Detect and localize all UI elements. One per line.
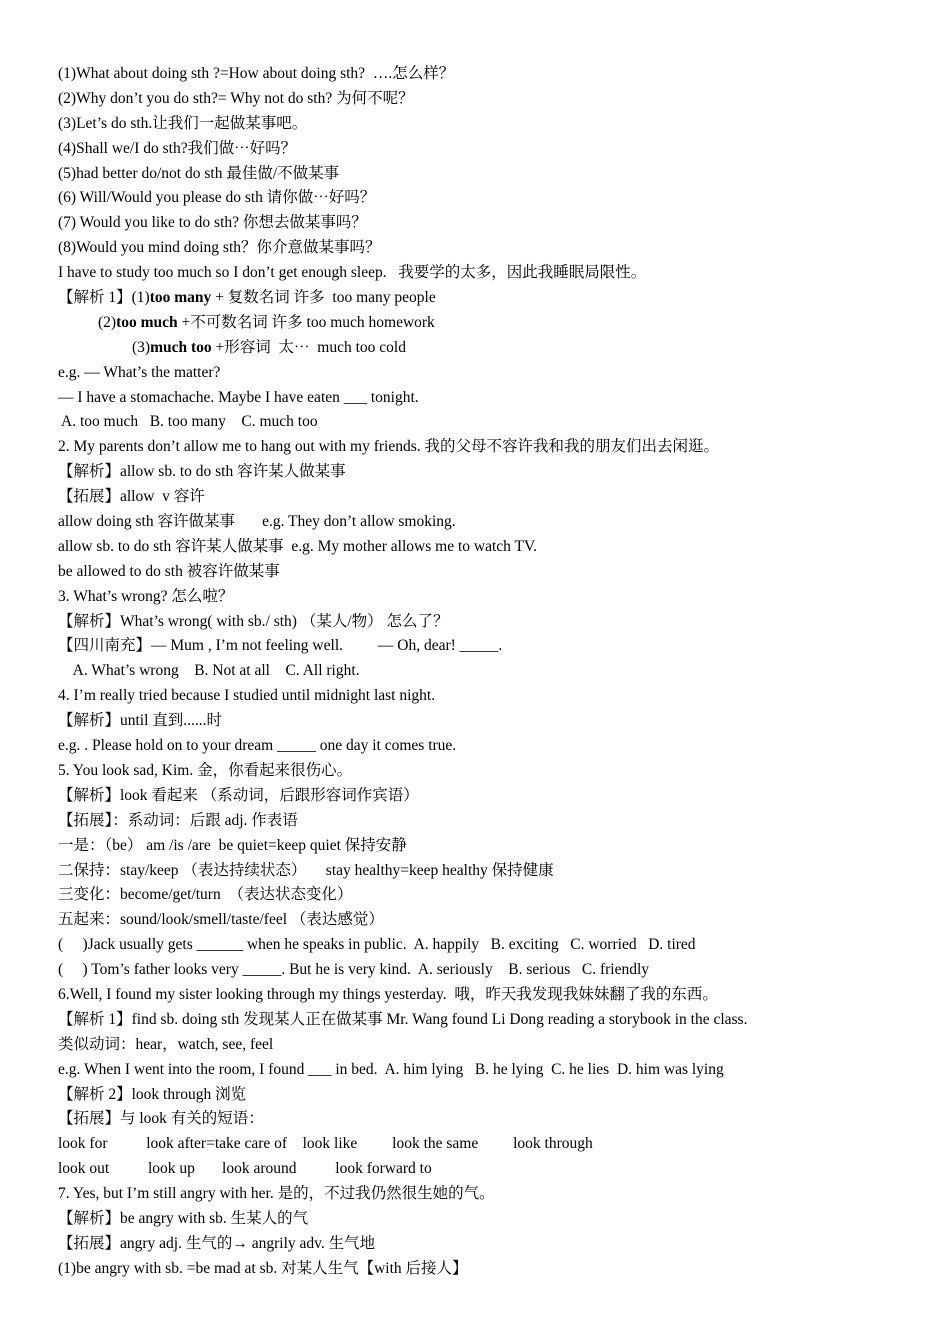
text-line: 4. I’m really tried because I studied until midnight last night. [58, 687, 436, 705]
text-line: 【拓展】与 look 有关的短语： [58, 1110, 264, 1128]
document-page [58, 62, 918, 1282]
analysis-rest: +形容词 太⋯ much too cold [211, 338, 406, 356]
text-line: 2. My parents don’t allow me to hang out with my friends. 我的父母不容许我和我的朋友们出去闲逛。 [58, 438, 719, 456]
text-line: 7. Yes, but I’m still angry with her. 是的，不过我仍然很生她的气。 [58, 1185, 495, 1203]
text-line: (5)had better do/not do sth 最佳做/不做某事 [58, 164, 340, 182]
text-line: 【拓展】allow v 容许 [58, 488, 205, 506]
text-line: 类似动词：hear，watch, see, feel [58, 1035, 274, 1053]
text-line: e.g. . Please hold on to your dream _____ one day it comes true. [58, 737, 457, 755]
text-line: (1)What about doing sth ?=How about doing sth? ….怎么样？ [58, 65, 455, 82]
text-line: 3. What’s wrong? 怎么啦？ [58, 587, 234, 605]
text-line: 【解析 1】find sb. doing sth 发现某人正在做某事 Mr. Wang found Li Dong reading a storybook in the class. [58, 1010, 748, 1028]
bold-phrase: too much [116, 313, 178, 331]
text-line: be allowed to do sth 被容许做某事 [58, 562, 280, 580]
text-line: (7) Would you like to do sth? 你想去做某事吗？ [58, 214, 367, 232]
text-line: 【解析】allow sb. to do sth 容许某人做某事 [58, 463, 346, 481]
text-line: ( )Jack usually gets ______ when he speaks in public. A. happily B. exciting C. worried D. tired [58, 936, 696, 954]
text-line: (1)be angry with sb. =be mad at sb. 对某人生气【with 后接人】 [58, 1259, 468, 1277]
text-line: 【四川南充】— Mum , I’m not feeling well. — Oh, dear! _____. [58, 637, 503, 655]
text-line: 6.Well, I found my sister looking through my things yesterday. 哦，昨天我发现我妹妹翻了我的东西。 [58, 985, 718, 1003]
text-line: e.g. — What’s the matter? [58, 363, 221, 381]
text-line: (2)Why don’t you do sth?= Why not do sth? 为何不呢？ [58, 89, 414, 107]
analysis-prefix: (2) [98, 313, 117, 331]
text-line: e.g. When I went into the room, I found ___ in bed. A. him lying B. he lying C. he lies D. him was lying [58, 1060, 724, 1078]
analysis-line-too-many [58, 286, 918, 311]
text-line: 【解析】look 看起来 （系动词，后跟形容词作宾语） [58, 786, 419, 804]
text-line: 三变化：become/get/turn （表达状态变化） [58, 886, 353, 904]
text-line: 一是：（be） am /is /are be quiet=keep quiet 保持安静 [58, 836, 407, 854]
text-line: 二保持：stay/keep （表达持续状态） stay healthy=keep healthy 保持健康 [58, 861, 554, 879]
text-line: A. What’s wrong B. Not at all C. All right. [58, 662, 360, 680]
text-line: look for look after=take care of look like look the same look through [58, 1135, 593, 1153]
text-line: 五起来：sound/look/smell/taste/feel （表达感觉） [58, 911, 384, 929]
text-line: allow doing sth 容许做某事 e.g. They don’t allow smoking. [58, 513, 456, 531]
analysis-rest: + 复数名词 许多 too many people [211, 289, 436, 307]
text-line: — I have a stomachache. Maybe I have eaten ___ tonight. [58, 388, 419, 406]
analysis-prefix: (3) [132, 338, 151, 356]
text-line: (6) Will/Would you please do sth 请你做⋯好吗？ [58, 189, 376, 207]
text-line: (4)Shall we/I do sth?我们做⋯好吗？ [58, 139, 297, 157]
text-line: 【拓展】：系动词：后跟 adj. 作表语 [58, 811, 298, 829]
text-line: 5. You look sad, Kim. 金，你看起来很伤心。 [58, 761, 353, 779]
text-line: look out look up look around look forward to [58, 1160, 432, 1178]
text-line: (3)Let’s do sth.让我们一起做某事吧。 [58, 114, 308, 132]
analysis-line-much-too [58, 336, 918, 361]
text-line: A. too much B. too many C. much too [58, 413, 318, 431]
text-line: ( ) Tom’s father looks very _____. But he is very kind. A. seriously B. serious C. friendly [58, 961, 650, 979]
text-line: 【解析】until 直到......时 [58, 712, 223, 730]
text-line: (8)Would you mind doing sth？你介意做某事吗？ [58, 239, 381, 257]
text-line: 【解析】What’s wrong( with sb./ sth) （某人/物） 怎么了？ [58, 612, 449, 630]
bold-phrase: too many [149, 289, 212, 307]
text-line: 【拓展】angry adj. 生气的→ angrily adv. 生气地 [58, 1234, 376, 1252]
analysis-rest: +不可数名词 许多 too much homework [177, 313, 435, 331]
text-line: I have to study too much so I don’t get enough sleep. 我要学的太多，因此我睡眠局限性。 [58, 264, 647, 282]
analysis-prefix: 【解析 1】(1) [58, 289, 150, 307]
text-line: 【解析 2】look through 浏览 [58, 1085, 247, 1103]
text-line: allow sb. to do sth 容许某人做某事 e.g. My mother allows me to watch TV. [58, 537, 538, 555]
bold-phrase: much too [150, 338, 212, 356]
text-line: 【解析】be angry with sb. 生某人的气 [58, 1209, 309, 1227]
analysis-line-too-much [58, 311, 918, 336]
